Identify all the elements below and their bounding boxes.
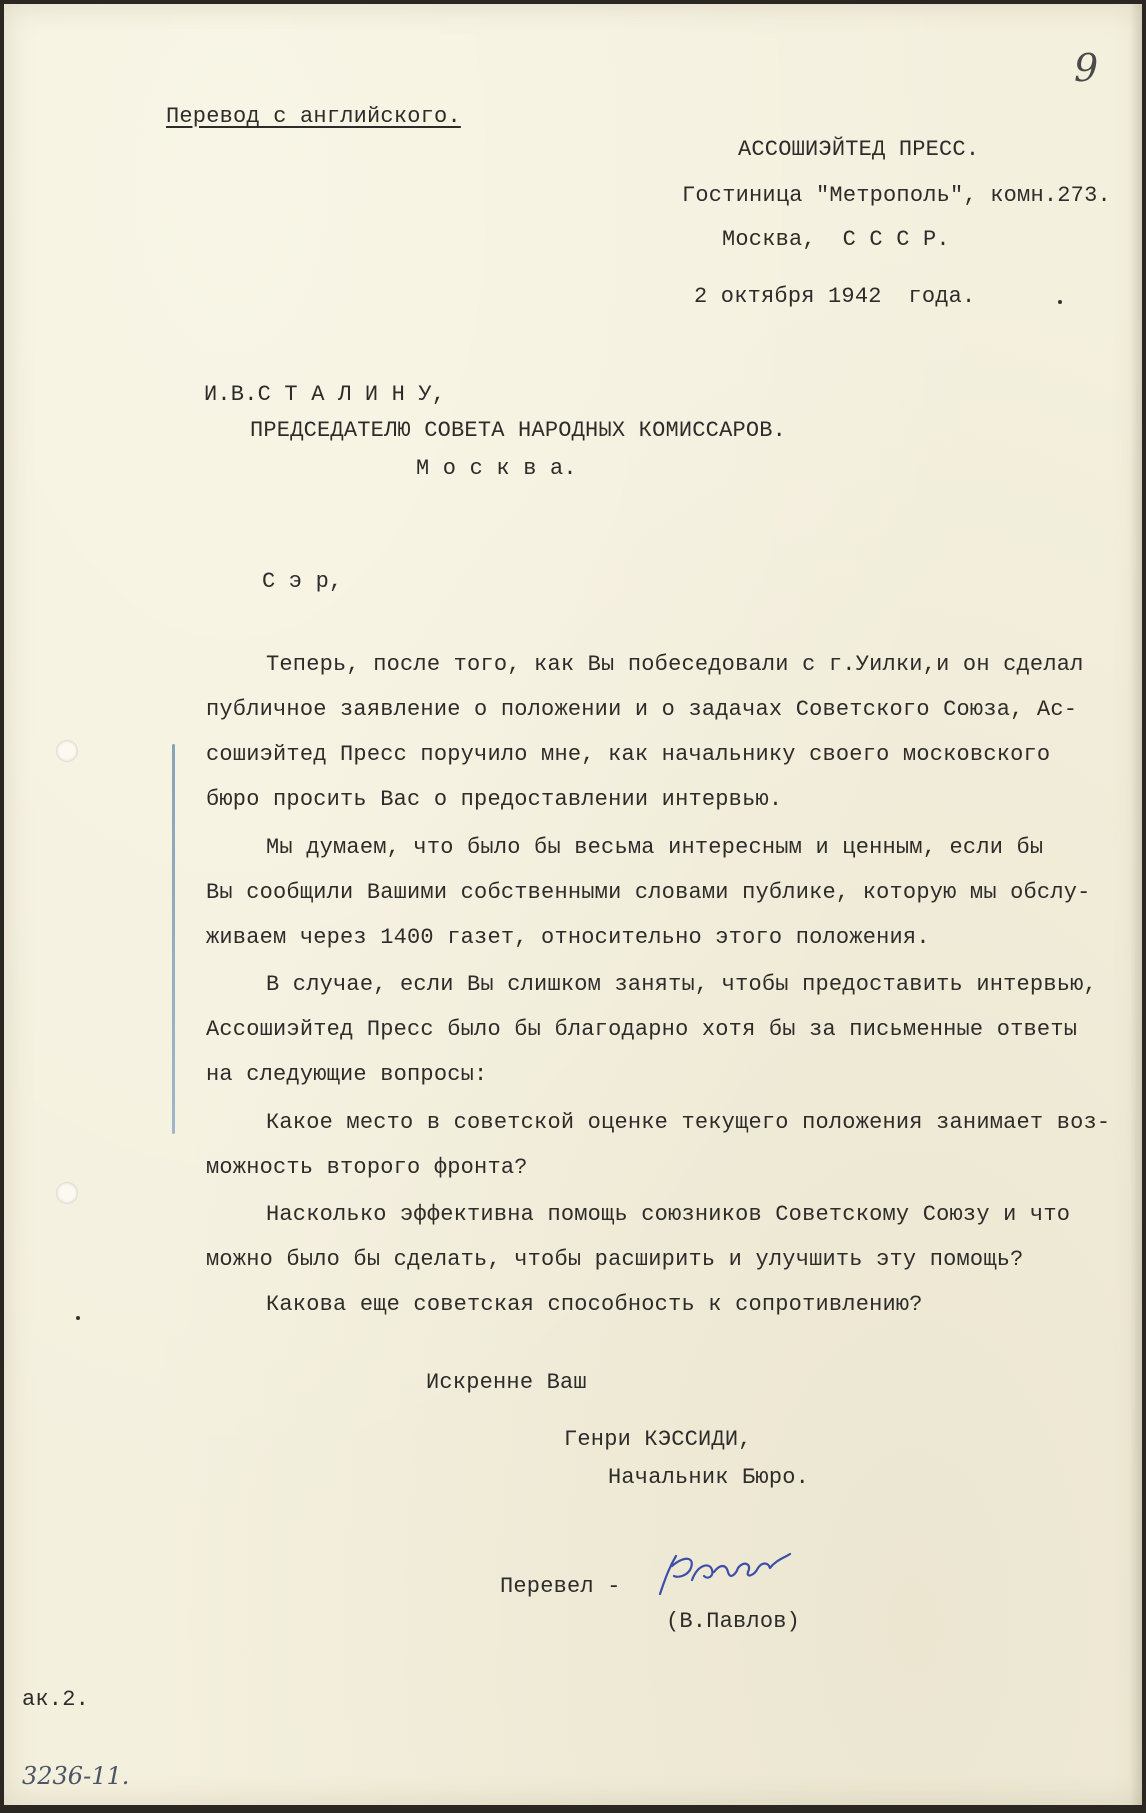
body-line: живаем через 1400 газет, относительно этого положения. [206, 925, 930, 950]
body-line: Какова еще советская способность к сопротивлению? [266, 1292, 923, 1317]
closing-signer: Генри КЭССИДИ, [564, 1427, 752, 1452]
header-date: 2 октября 1942 года. [694, 284, 976, 309]
punch-hole [56, 1182, 78, 1204]
body-line: Мы думаем, что было бы весьма интересным и ценным, если бы [266, 835, 1044, 860]
body-line: можно было бы сделать, чтобы расширить и улучшить эту помощь? [206, 1247, 1024, 1272]
page-edge-shadow [1130, 4, 1142, 1805]
margin-pencil-line [172, 744, 175, 1134]
addressee-city: М о с к в а. [416, 456, 577, 481]
punch-hole [56, 740, 78, 762]
body-line: Вы сообщили Вашими собственными словами публике, которую мы обслу- [206, 880, 1091, 905]
body-line: бюро просить Вас о предоставлении интервью. [206, 787, 783, 812]
header-organization: АССОШИЭЙТЕД ПРЕСС. [738, 137, 980, 162]
addressee-name: И.В.С Т А Л И Н У, [204, 382, 446, 407]
body-line: можность второго фронта? [206, 1155, 528, 1180]
header-city: Москва, С С С Р. [722, 227, 950, 252]
page-number: 9 [1074, 46, 1099, 90]
body-line: сошиэйтед Пресс поручило мне, как начальнику своего московского [206, 742, 1051, 767]
body-line: Насколько эффективна помощь союзников Советскому Союзу и что [266, 1202, 1071, 1227]
translator-label: Перевел - [500, 1574, 621, 1599]
translator-signature [652, 1536, 802, 1606]
body-line: на следующие вопросы: [206, 1062, 488, 1087]
body-line: Теперь, после того, как Вы побеседовали с г.Уилки,и он сделал [266, 652, 1084, 677]
header-address: Гостиница "Метрополь", комн.273. [682, 183, 1111, 208]
ink-dot [76, 1316, 80, 1320]
document-page [4, 4, 1142, 1805]
copies-note: ак.2. [22, 1687, 90, 1712]
closing-sincerely: Искренне Ваш [426, 1370, 587, 1395]
closing-signer-title: Начальник Бюро. [608, 1465, 810, 1490]
translation-note: Перевод с английского. [166, 104, 461, 129]
body-line: В случае, если Вы слишком заняты, чтобы предоставить интервью, [266, 972, 1097, 997]
addressee-title: ПРЕДСЕДАТЕЛЮ СОВЕТА НАРОДНЫХ КОМИССАРОВ. [250, 418, 787, 443]
translator-name: (В.Павлов) [666, 1609, 801, 1634]
body-line: публичное заявление о положении и о задачах Советского Союза, Ас- [206, 697, 1078, 722]
ink-dot [1058, 300, 1062, 304]
archive-number: 3236-11. [22, 1762, 130, 1790]
body-line: Какое место в советской оценке текущего положения занимает воз- [266, 1110, 1111, 1135]
body-line: Ассошиэйтед Пресс было бы благодарно хотя бы за письменные ответы [206, 1017, 1078, 1042]
salutation: С э р, [262, 569, 343, 594]
